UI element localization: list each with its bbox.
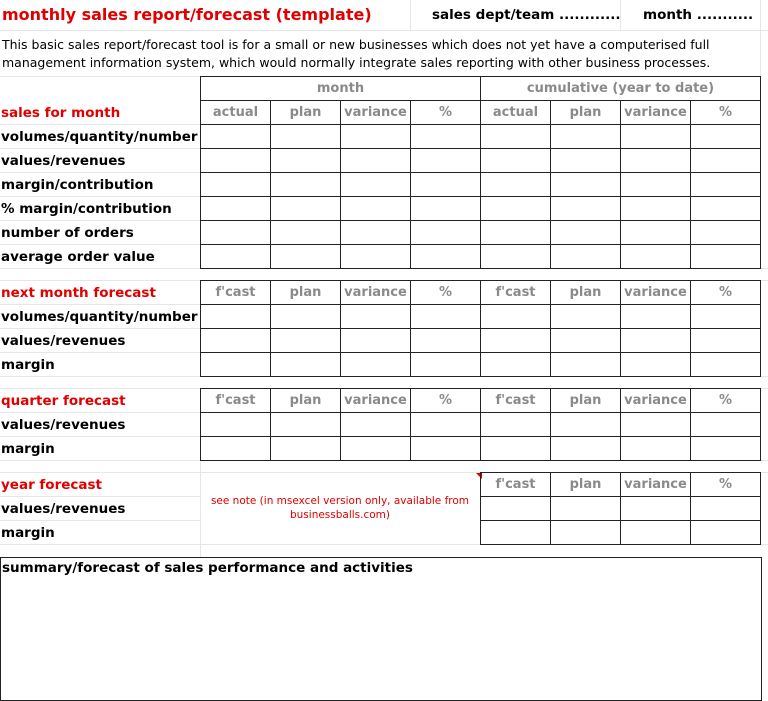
data-cell[interactable] (341, 125, 411, 149)
data-cell[interactable] (551, 221, 621, 245)
data-cell[interactable] (411, 305, 481, 329)
gridline (0, 436, 200, 437)
section-title-year-forecast: year forecast (1, 477, 102, 493)
data-cell[interactable] (271, 125, 341, 149)
gridline (0, 124, 200, 125)
gridline (0, 220, 200, 221)
table-row (201, 173, 761, 197)
summary-label: summary/forecast of sales performance and activities (2, 560, 413, 576)
row-label: volumes/quantity/number (1, 129, 198, 145)
gridline (0, 520, 200, 521)
table-row (201, 221, 761, 245)
row-label: values/revenues (1, 153, 126, 169)
data-cell[interactable] (201, 245, 271, 269)
data-cell[interactable] (481, 221, 551, 245)
page-title: monthly sales report/forecast (template) (2, 5, 372, 24)
gridline (0, 304, 200, 305)
gridline (0, 328, 200, 329)
table-row (201, 149, 761, 173)
data-cell[interactable] (691, 413, 761, 437)
row-label: margin (1, 357, 55, 373)
row-label: % margin/contribution (1, 201, 172, 217)
table-row (201, 329, 761, 353)
column-header: f'cast (201, 281, 271, 305)
data-cell[interactable] (201, 125, 271, 149)
data-cell[interactable] (481, 305, 551, 329)
data-cell[interactable] (551, 353, 621, 377)
data-cell[interactable] (551, 125, 621, 149)
data-cell[interactable] (551, 173, 621, 197)
gridline (0, 496, 200, 497)
data-cell[interactable] (271, 245, 341, 269)
data-cell[interactable] (621, 173, 691, 197)
column-header: % (691, 473, 761, 497)
group-header-row (200, 76, 761, 101)
data-cell[interactable] (481, 329, 551, 353)
data-cell[interactable] (481, 197, 551, 221)
data-cell[interactable] (621, 497, 691, 521)
column-header: f'cast (481, 473, 551, 497)
column-header: variance (621, 101, 691, 125)
data-cell[interactable] (341, 245, 411, 269)
column-header: plan (551, 473, 621, 497)
data-cell[interactable] (411, 245, 481, 269)
table-row (481, 497, 761, 521)
column-header: plan (551, 389, 621, 413)
column-header: variance (341, 281, 411, 305)
gridline (0, 76, 200, 77)
column-header: % (411, 101, 481, 125)
row-label: values/revenues (1, 417, 126, 433)
gridline (0, 148, 200, 149)
section-title-quarter-forecast: quarter forecast (1, 393, 126, 409)
gridline (0, 412, 200, 413)
data-cell[interactable] (481, 173, 551, 197)
column-header: actual (481, 101, 551, 125)
table-row (201, 437, 761, 461)
data-cell[interactable] (551, 305, 621, 329)
excel-note: see note (in msexcel version only, available from businessballs.com) (210, 495, 470, 521)
data-cell[interactable] (411, 437, 481, 461)
data-cell[interactable] (271, 353, 341, 377)
data-cell[interactable] (411, 221, 481, 245)
column-header: plan (271, 281, 341, 305)
table-row (201, 197, 761, 221)
data-cell[interactable] (201, 353, 271, 377)
data-cell[interactable] (271, 221, 341, 245)
data-cell[interactable] (621, 437, 691, 461)
data-cell[interactable] (551, 149, 621, 173)
row-label: margin/contribution (1, 177, 154, 193)
column-header: % (411, 389, 481, 413)
data-cell[interactable] (341, 353, 411, 377)
data-cell[interactable] (341, 305, 411, 329)
year-forecast-table (480, 472, 761, 545)
data-cell[interactable] (411, 329, 481, 353)
next-month-forecast-table (200, 280, 761, 377)
column-header: plan (271, 389, 341, 413)
column-header: variance (621, 281, 691, 305)
row-label: values/revenues (1, 333, 126, 349)
data-cell[interactable] (691, 245, 761, 269)
row-label: margin (1, 525, 55, 541)
data-cell[interactable] (411, 197, 481, 221)
table-row (201, 305, 761, 329)
group-header-cumulative: cumulative (year to date) (481, 77, 761, 101)
data-cell[interactable] (621, 149, 691, 173)
table-row (201, 353, 761, 377)
data-cell[interactable] (691, 305, 761, 329)
data-cell[interactable] (621, 221, 691, 245)
data-cell[interactable] (271, 437, 341, 461)
table-row (481, 521, 761, 545)
table-row (201, 125, 761, 149)
sales-for-month-table (200, 100, 761, 269)
data-cell[interactable] (621, 413, 691, 437)
data-cell[interactable] (201, 197, 271, 221)
data-cell[interactable] (691, 197, 761, 221)
column-header: f'cast (481, 389, 551, 413)
data-cell[interactable] (621, 521, 691, 545)
data-cell[interactable] (551, 197, 621, 221)
data-cell[interactable] (201, 413, 271, 437)
data-cell[interactable] (271, 305, 341, 329)
gridline (0, 196, 200, 197)
section-title-sales-for-month: sales for month (1, 105, 121, 121)
data-cell[interactable] (201, 305, 271, 329)
data-cell[interactable] (271, 197, 341, 221)
data-cell[interactable] (201, 173, 271, 197)
data-cell[interactable] (551, 437, 621, 461)
data-cell[interactable] (271, 413, 341, 437)
column-header: % (691, 281, 761, 305)
group-header-month: month (201, 77, 481, 101)
column-header: % (691, 101, 761, 125)
column-header: plan (551, 281, 621, 305)
column-header: f'cast (201, 389, 271, 413)
column-header: plan (271, 101, 341, 125)
column-header: variance (341, 101, 411, 125)
sales-dept-field[interactable]: sales dept/team ............ (432, 7, 621, 23)
data-cell[interactable] (201, 149, 271, 173)
data-cell[interactable] (411, 413, 481, 437)
data-cell[interactable] (691, 497, 761, 521)
gridline (410, 0, 411, 30)
row-label: margin (1, 441, 55, 457)
data-cell[interactable] (691, 353, 761, 377)
column-header: variance (621, 473, 691, 497)
column-header: plan (551, 101, 621, 125)
data-cell[interactable] (341, 413, 411, 437)
data-cell[interactable] (621, 125, 691, 149)
data-cell[interactable] (201, 221, 271, 245)
data-cell[interactable] (691, 329, 761, 353)
table-row (201, 413, 761, 437)
gridline (0, 172, 200, 173)
data-cell[interactable] (551, 497, 621, 521)
data-cell[interactable] (411, 353, 481, 377)
data-cell[interactable] (411, 149, 481, 173)
section-title-next-month-forecast: next month forecast (1, 285, 156, 301)
data-cell[interactable] (481, 125, 551, 149)
data-cell[interactable] (411, 173, 481, 197)
data-cell[interactable] (341, 437, 411, 461)
data-cell[interactable] (691, 149, 761, 173)
data-cell[interactable] (481, 413, 551, 437)
data-cell[interactable] (201, 329, 271, 353)
data-cell[interactable] (481, 437, 551, 461)
quarter-forecast-table (200, 388, 761, 461)
month-field[interactable]: month ........... (643, 7, 754, 23)
gridline (0, 30, 768, 31)
column-header: variance (621, 389, 691, 413)
data-cell[interactable] (691, 437, 761, 461)
data-cell[interactable] (271, 173, 341, 197)
data-cell[interactable] (411, 125, 481, 149)
data-cell[interactable] (481, 245, 551, 269)
gridline (200, 460, 201, 557)
data-cell[interactable] (201, 437, 271, 461)
gridline (0, 244, 200, 245)
column-header: variance (341, 389, 411, 413)
data-cell[interactable] (341, 221, 411, 245)
data-cell[interactable] (341, 173, 411, 197)
intro-text: This basic sales report/forecast tool is for a small or new businesses which does not yet have a computerised full management information system, which would normally integrate sales reporting with other business processes. (2, 37, 711, 70)
data-cell[interactable] (691, 173, 761, 197)
data-cell[interactable] (481, 521, 551, 545)
data-cell[interactable] (621, 305, 691, 329)
data-cell[interactable] (271, 329, 341, 353)
data-cell[interactable] (341, 329, 411, 353)
data-cell[interactable] (341, 197, 411, 221)
data-cell[interactable] (621, 329, 691, 353)
column-header: % (411, 281, 481, 305)
summary-textarea[interactable] (0, 557, 762, 701)
column-header: actual (201, 101, 271, 125)
data-cell[interactable] (341, 149, 411, 173)
data-cell[interactable] (691, 521, 761, 545)
column-header: % (691, 389, 761, 413)
row-label: volumes/quantity/number (1, 309, 198, 325)
gridline (0, 352, 200, 353)
data-cell[interactable] (621, 245, 691, 269)
data-cell[interactable] (691, 125, 761, 149)
data-cell[interactable] (621, 353, 691, 377)
row-label: average order value (1, 249, 155, 265)
table-row (201, 245, 761, 269)
data-cell[interactable] (551, 245, 621, 269)
data-cell[interactable] (551, 329, 621, 353)
data-cell[interactable] (551, 413, 621, 437)
data-cell[interactable] (481, 497, 551, 521)
data-cell[interactable] (271, 149, 341, 173)
column-header: f'cast (481, 281, 551, 305)
data-cell[interactable] (481, 353, 551, 377)
data-cell[interactable] (691, 221, 761, 245)
row-label: values/revenues (1, 501, 126, 517)
data-cell[interactable] (481, 149, 551, 173)
data-cell[interactable] (551, 521, 621, 545)
row-label: number of orders (1, 225, 134, 241)
data-cell[interactable] (621, 197, 691, 221)
